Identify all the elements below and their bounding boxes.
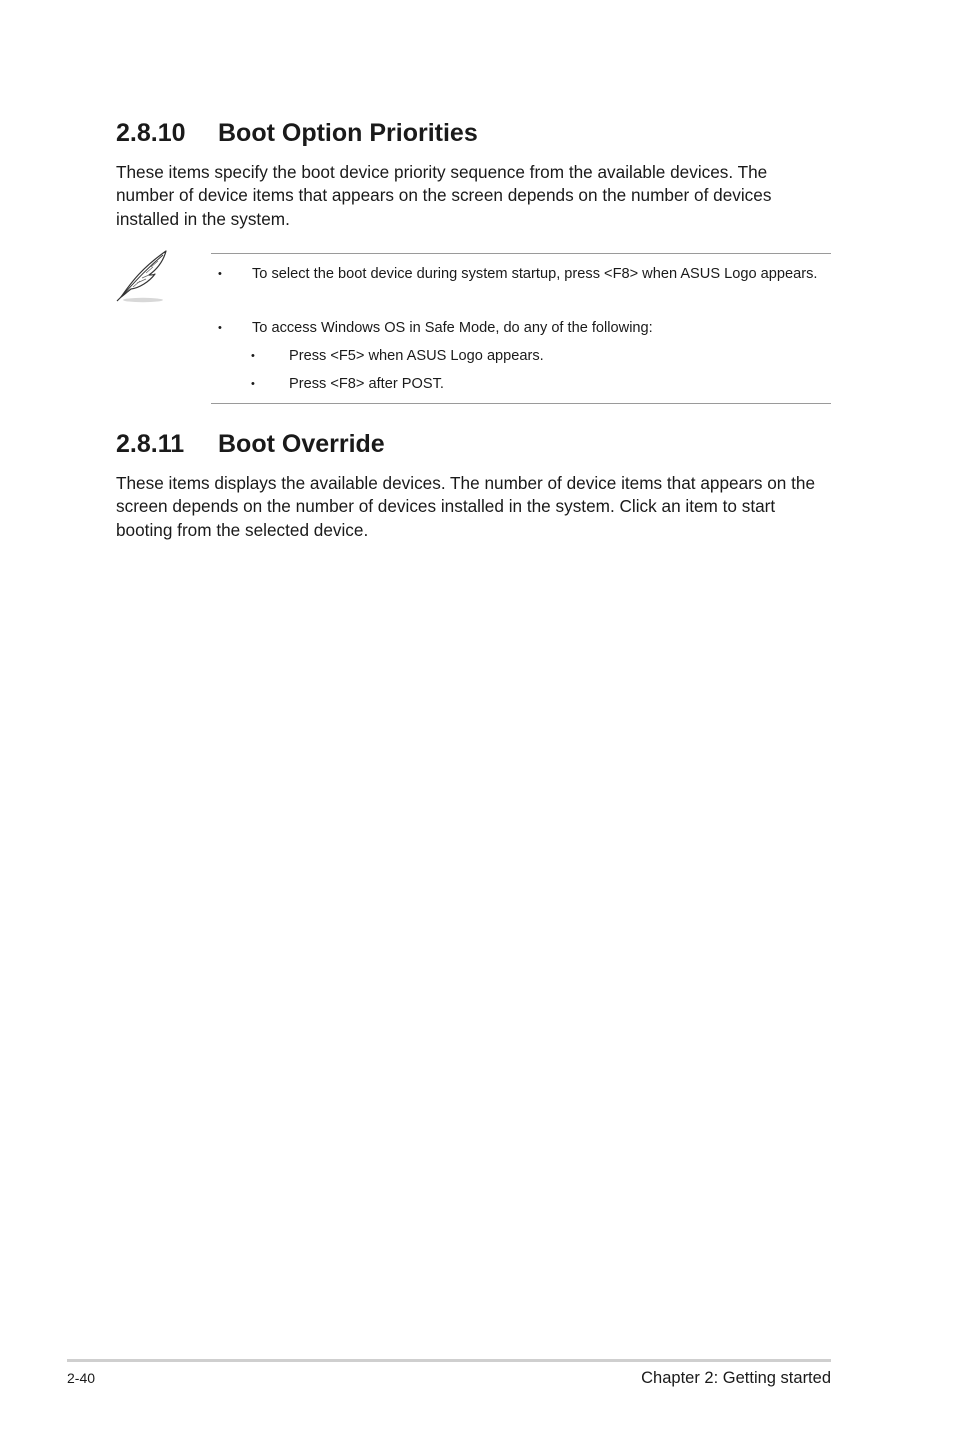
note-item-text: To select the boot device during system startup, press <F8> when ASUS Logo appears. bbox=[252, 266, 818, 282]
section-paragraph: These items specify the boot device priority sequence from the available devices. The number of device items that appears on the screen depends on the number of devices installed in the system. bbox=[116, 162, 772, 229]
feather-pen-icon bbox=[113, 248, 173, 306]
chapter-title: Chapter 2: Getting started bbox=[641, 1369, 831, 1387]
note-bottom-divider bbox=[211, 403, 831, 404]
note-sublist-item bbox=[251, 346, 809, 367]
note-sublist-item bbox=[251, 374, 809, 395]
section-number: 2.8.10 bbox=[116, 119, 186, 147]
bullet: • bbox=[218, 268, 222, 280]
note-subitem-text: Press <F5> when ASUS Logo appears. bbox=[289, 348, 544, 364]
section-paragraph: These items displays the available devices. The number of device items that appears on the screen depends on the number of devices installed in the system. Click an item to start booting from the selected device. bbox=[116, 473, 816, 540]
note-list-item bbox=[218, 264, 822, 285]
bullet: • bbox=[251, 350, 255, 362]
section-title: Boot Option Priorities bbox=[218, 119, 478, 147]
note-subitem-text: Press <F8> after POST. bbox=[289, 376, 444, 392]
section-title: Boot Override bbox=[218, 430, 385, 458]
bullet: • bbox=[218, 322, 222, 334]
section-heading-boot-override bbox=[116, 429, 385, 459]
section-number: 2.8.11 bbox=[116, 430, 185, 458]
note-item-text: To access Windows OS in Safe Mode, do any of the following: bbox=[252, 320, 653, 336]
note-list-item bbox=[218, 318, 822, 339]
page-number: 2-40 bbox=[67, 1370, 96, 1386]
section-heading-boot-option-priorities bbox=[116, 118, 478, 148]
footer-divider bbox=[67, 1359, 831, 1362]
bullet: • bbox=[251, 378, 255, 390]
note-top-divider bbox=[211, 253, 831, 254]
